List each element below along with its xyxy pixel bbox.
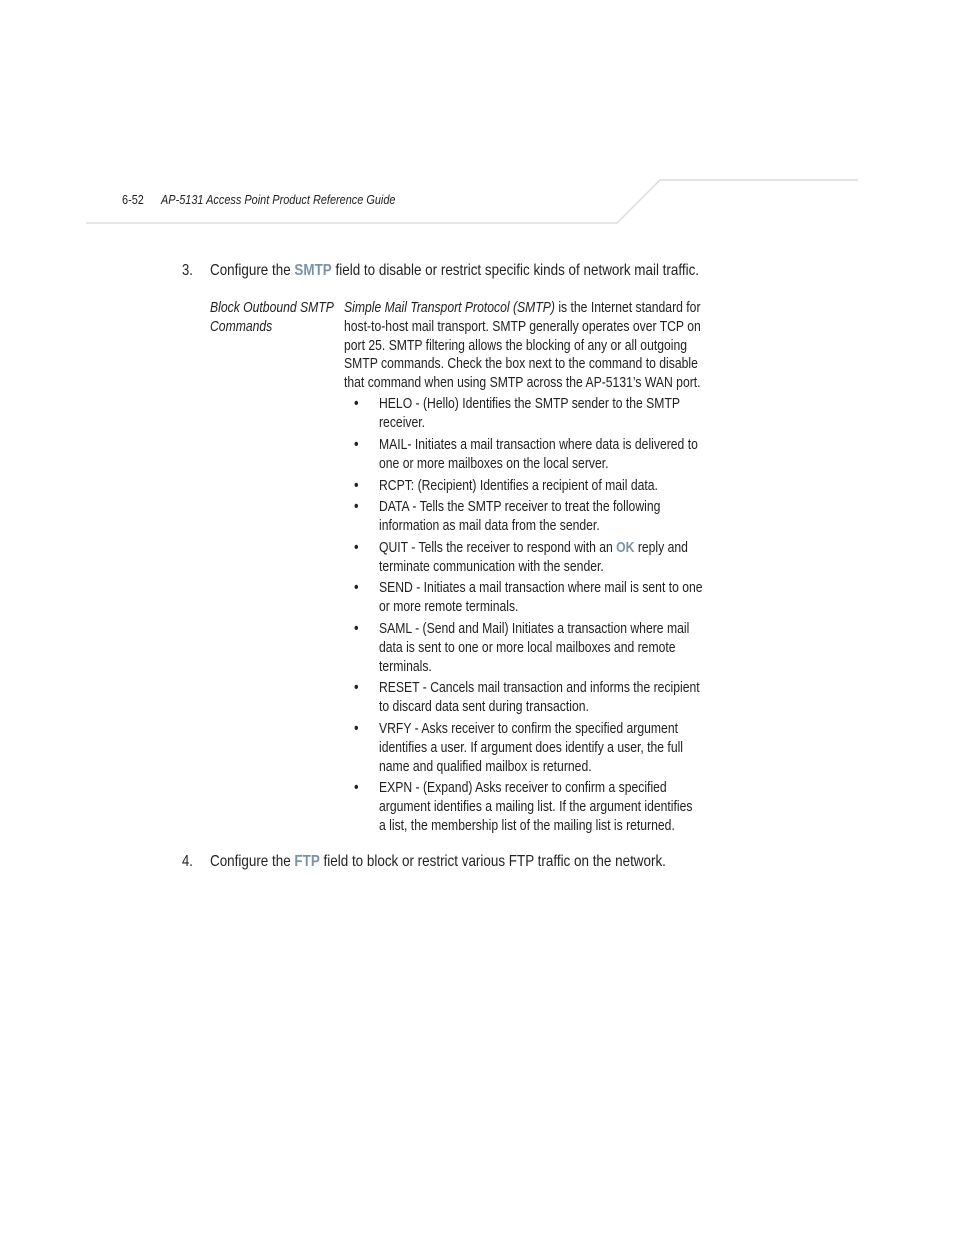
term-line: Commands [210,318,273,335]
step-4-text [210,853,666,872]
text: field to disable or restrict specific kinds of network mail traffic. [331,262,700,279]
bullet-icon: • [354,779,359,796]
list-item-text [379,720,683,776]
bullet-icon: • [354,436,359,453]
desc-line: port 25. SMTP filtering allows the blocking of any or all outgoing [344,337,688,354]
list-item-text [379,436,698,474]
smtp-name: Simple Mail Transport Protocol (SMTP) [344,300,555,316]
bullet-icon: • [354,620,359,637]
desc-line: host-to-host mail transport. SMTP generally operates over TCP on [344,318,701,335]
text: field to block or restrict various FTP traffic on the network. [319,853,666,870]
list-item-text [379,395,680,433]
item-line: to discard data sent during transaction. [379,698,589,715]
desc-line: that command when using SMTP across the AP-5131’s WAN port. [344,375,701,392]
bullet-icon: • [354,720,359,737]
step-3-text [210,262,699,281]
bullet-icon: • [354,679,359,696]
item-line: name and qualified mailbox is returned. [379,758,592,775]
list-item-text [379,779,692,835]
step-4-number: 4. [182,853,193,870]
item-line [379,539,688,558]
item-line: DATA - Tells the SMTP receiver to treat the following [379,499,661,515]
step-3-number: 3. [182,262,193,279]
text: is the Internet standard for [554,300,701,316]
bullet-icon: • [354,477,359,494]
list-item-text [379,477,658,496]
term-label [210,299,334,337]
item-line: SAML - (Send and Mail) Initiates a transaction where mail [379,621,690,637]
item-line: VRFY - Asks receiver to confirm the specified argument [379,721,678,737]
list-item-text [379,579,703,617]
item-line: terminate communication with the sender. [379,558,604,575]
term-description [344,299,701,393]
item-line: identifies a user. If argument does identify a user, the full [379,739,684,756]
item-line: data is sent to one or more local mailboxes and remote [379,639,676,656]
item-line: information as mail data from the sender. [379,517,600,534]
item-line: RCPT: (Recipient) Identifies a recipient of mail data. [379,478,658,494]
running-title: AP-5131 Access Point Product Reference Guide [161,192,396,207]
smtp-field-ref: SMTP [294,262,332,279]
desc-line: SMTP commands. Check the box next to the command to disable [344,356,698,373]
item-line: MAIL- Initiates a mail transaction where data is delivered to [379,437,698,453]
item-line: argument identifies a mailing list. If the argument identifies [379,798,693,815]
item-line: HELO - (Hello) Identifies the SMTP sender to the SMTP [379,396,681,412]
term-line: Block Outbound SMTP [210,300,334,316]
page-number: 6-52 [122,192,144,207]
bullet-icon: • [354,498,359,515]
bullet-icon: • [354,579,359,596]
item-line: receiver. [379,414,426,431]
item-line: or more remote terminals. [379,598,519,615]
item-line: a list, the membership list of the mailing list is returned. [379,817,675,834]
ftp-field-ref: FTP [294,853,320,870]
item-line: one or more mailboxes on the local server. [379,455,609,472]
item-line: SEND - Initiates a mail transaction where mail is sent to one [379,580,703,596]
item-line: EXPN - (Expand) Asks receiver to confirm a specified [379,780,667,796]
item-line: terminals. [379,658,432,675]
list-item-text [379,620,689,676]
text: QUIT - Tells the receiver to respond with an [379,540,617,556]
text: Configure the [210,262,295,279]
text: reply and [634,540,688,556]
list-item-text [379,539,688,577]
list-item-text [379,498,660,536]
item-line: RESET - Cancels mail transaction and informs the recipient [379,680,700,696]
ok-button-ref: OK [616,540,635,556]
desc-line [344,299,701,318]
text: Configure the [210,853,295,870]
bullet-icon: • [354,395,359,412]
bullet-icon: • [354,539,359,556]
list-item-text [379,679,700,717]
